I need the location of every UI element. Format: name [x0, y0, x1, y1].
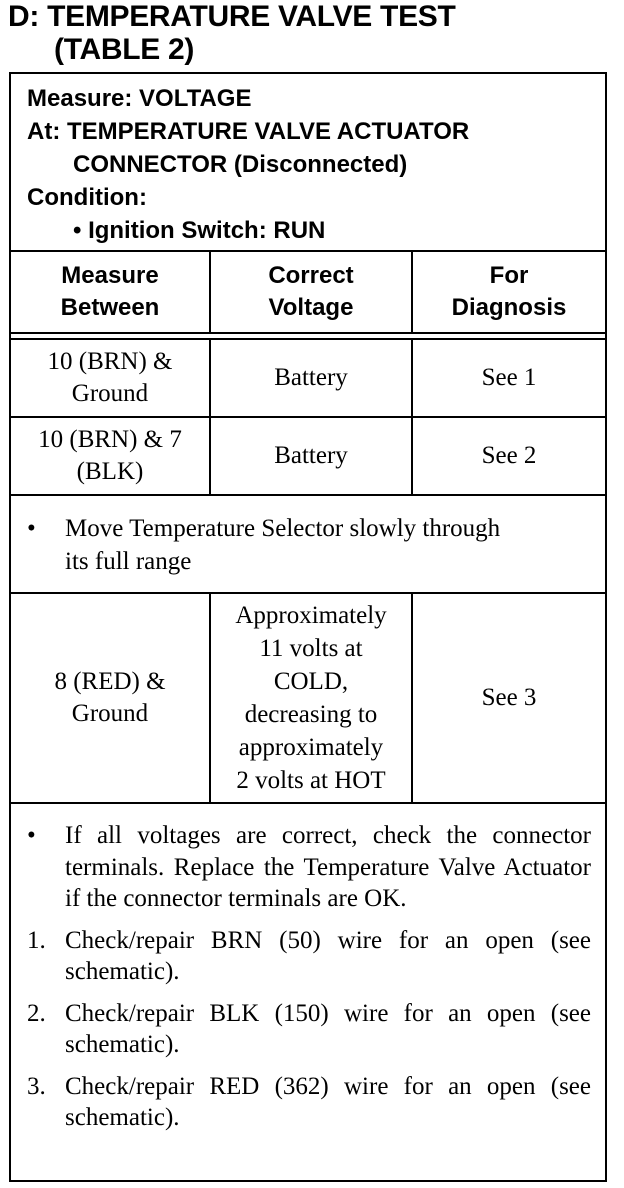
step-text: Check/repair BLK (150) wire for an open (see schematic). [65, 999, 591, 1058]
measure-between-cell: 10 (BRN) & Ground [11, 340, 211, 416]
diagnosis-step [27, 1071, 591, 1134]
table-row [11, 418, 605, 496]
page-title [8, 0, 456, 66]
test-table [9, 72, 607, 1182]
measure-label: Measure: VOLTAGE [27, 85, 252, 112]
instruction-line-1: Move Temperature Selector slowly through [65, 515, 501, 542]
summary-note [27, 820, 591, 915]
diagnosis-cell: See 1 [481, 364, 537, 391]
at-line-2: CONNECTOR (Disconnected) [73, 151, 408, 178]
step-number: 2. [27, 999, 46, 1027]
step-text: Check/repair BRN (50) wire for an open (see schematic). [65, 926, 591, 985]
table-row [11, 594, 605, 804]
at-line-1: At: TEMPERATURE VALVE ACTUATOR [27, 118, 470, 145]
step-number: 1. [27, 926, 46, 954]
step-text: Check/repair RED (362) wire for an open (see schematic). [65, 1072, 591, 1131]
header-correct-voltage: Correct Voltage [211, 252, 413, 332]
header-measure-between: Measure Between [11, 252, 211, 332]
diagnosis-cell: See 3 [481, 684, 537, 711]
correct-voltage-cell: Battery [211, 340, 413, 416]
correct-voltage-cell: Approximately 11 volts at COLD, decreasing to approximately 2 volts at HOT [211, 594, 413, 802]
measure-between-cell: 8 (RED) & Ground [11, 594, 211, 802]
measure-between-cell: 10 (BRN) & 7 (BLK) [11, 418, 211, 494]
header-double-rule [11, 332, 605, 340]
test-conditions [11, 74, 605, 252]
bullet-mark: • [27, 822, 36, 849]
title-line-1: D: TEMPERATURE VALVE TEST [8, 0, 456, 33]
diagnosis-cell: See 2 [481, 442, 537, 469]
table-row [11, 340, 605, 418]
bullet-mark: • [27, 515, 36, 542]
correct-voltage-cell: Battery [211, 418, 413, 494]
summary-note-text: If all voltages are correct, check the connector terminals. Replace the Temperature Valve Actuator if the connector terminals are OK. [65, 822, 591, 912]
diagnosis-step [27, 925, 591, 988]
column-headers [11, 252, 605, 332]
header-for-diagnosis: For Diagnosis [451, 262, 567, 321]
instruction-line-2: its full range [65, 548, 192, 575]
diagnosis-step [27, 998, 591, 1061]
selector-instruction [11, 496, 605, 594]
step-number: 3. [27, 1072, 46, 1100]
diagnosis-notes [11, 804, 605, 1144]
title-line-2: (TABLE 2) [54, 33, 195, 66]
condition-label: Condition: [27, 184, 147, 211]
condition-item: • Ignition Switch: RUN [73, 217, 326, 244]
